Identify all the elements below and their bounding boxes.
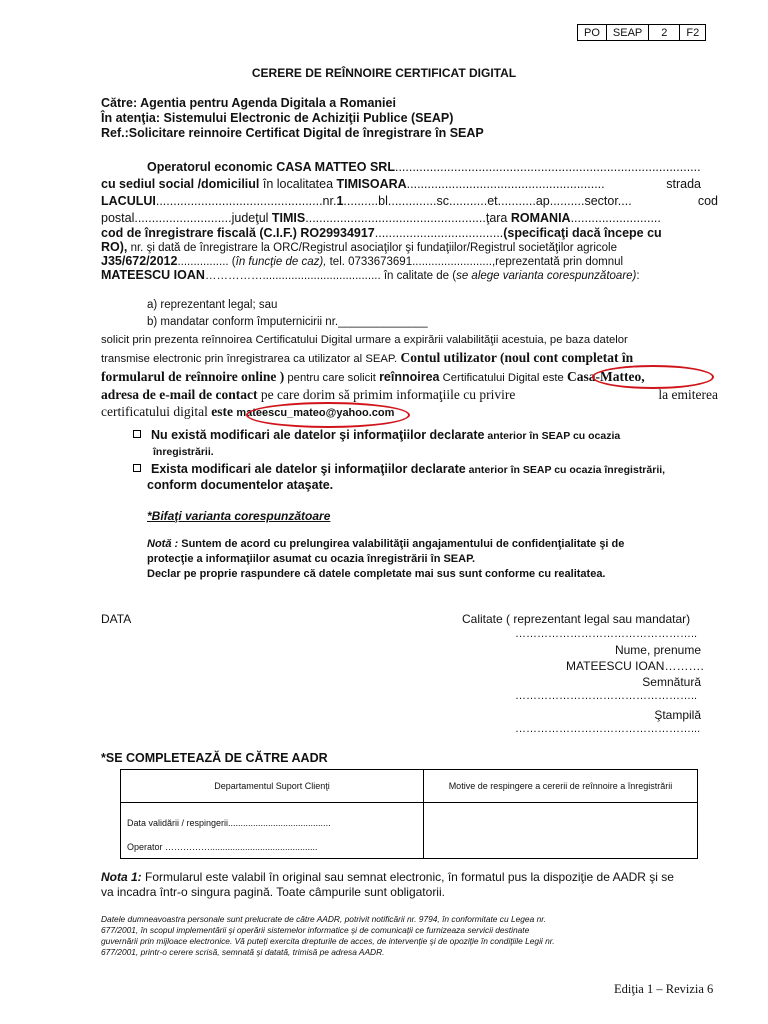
- headquarters-line: cu sediul social /domiciliul în localitatea TIMISOARA......................................................... strada: [101, 177, 701, 191]
- reference-line: Ref.:Solicitare reinnoire Certificat Digital de înregistrare în SEAP: [101, 126, 484, 140]
- signature-label: Semnătură: [642, 675, 701, 689]
- checkbox-changes-row[interactable]: Exista modificari ale datelor şi informaţiilor declarate anterior în SEAP cu ocazia înregistrării,: [133, 462, 665, 476]
- registration-number: J35/672/2012: [101, 254, 178, 268]
- reg-number-line: J35/672/2012................ (în funcţie de caz), tel. 0733673691.........................,reprezentată prin domnul: [101, 254, 624, 268]
- form-code-cell: 2: [649, 25, 680, 41]
- addressee-to: Către: Agentia pentru Agenda Digitala a Romaniei: [101, 96, 396, 110]
- aadr-heading: *SE COMPLETEAZĂ DE CĂTRE AADR: [101, 751, 328, 765]
- name-label: Nume, prenume: [614, 643, 701, 657]
- capacity-label: Calitate ( reprezentant legal sau mandatar): [462, 612, 691, 626]
- option-a: a) reprezentant legal; sau: [147, 299, 278, 311]
- number-value: 1: [336, 194, 344, 208]
- email-line: certificatului digital este mateescu_mateo@yahoo.com: [101, 404, 395, 419]
- operator-line: Operator ……………...........................................: [127, 842, 318, 852]
- date-label: DATA: [101, 612, 132, 626]
- page-title: CERERE DE REÎNNOIRE CERTIFICAT DIGITAL: [251, 66, 517, 80]
- phone-value: 0733673691: [348, 256, 413, 268]
- capacity-dots: …………………………………………..: [515, 628, 698, 640]
- stamp-label: Ştampilă: [654, 708, 701, 722]
- email-value: mateescu_mateo@yahoo.com: [236, 407, 395, 419]
- request-line: solicit prin prezenta reînnoirea Certificatului Digital urmare a expirării valabilităţii acestuia, pe baza datelor: [101, 334, 628, 346]
- validation-date-line: Data validării / respingerii.........................................: [127, 818, 331, 828]
- cif-line: cod de înregistrare fiscală (C.I.F.) RO29934917.....................................(specificaţi dacă începe cu: [101, 226, 662, 240]
- cif-value: RO29934917: [300, 226, 375, 240]
- form-code-cell: F2: [680, 25, 706, 41]
- registration-line: RO), nr. şi dată de înregistrare la ORC/Registrul asociaţilor şi fundaţiilor/Registrul societăţilor agricole: [101, 240, 617, 254]
- edition-footer: Ediţia 1 – Revizia 6: [614, 982, 714, 996]
- checkbox-icon[interactable]: [133, 430, 141, 438]
- addressee-attention: În atenţia: Sistemului Electronic de Achiziţii Publice (SEAP): [101, 111, 454, 125]
- checkbox-changes-line2: conform documentelor ataşate.: [147, 478, 334, 492]
- declaration-line: Declar pe proprie raspundere că datele completate mai sus sunt conforme cu realitatea.: [147, 568, 606, 580]
- company-name: CASA MATTEO SRL: [276, 160, 395, 174]
- city-value: TIMISOARA: [336, 177, 407, 191]
- validation-cell: [121, 803, 424, 859]
- signature-dots: …………………………………………..: [515, 690, 698, 702]
- privacy-line-1: Datele dumneavoastra personale sunt prelucrate de către AADR, potrivit notificării nr. 9794, în conformitate cu Legea nr.: [101, 914, 547, 924]
- transmission-line: transmise electronic prin înregistrarea ca utilizator al SEAP. Contul utilizator (noul cont completat în: [101, 350, 634, 365]
- email-contact-line: adresa de e-mail de contact pe care dorim să primim informaţiile cu privire la emiterea: [101, 387, 718, 402]
- agreement-note-line1: Notă : Suntem de acord cu prelungirea valabilităţii angajamentului de confidenţialitate şi de: [147, 538, 625, 550]
- email-highlight-oval: [246, 402, 410, 428]
- signer-name: MATEESCU IOAN……….: [566, 659, 704, 673]
- account-highlight-oval: [592, 365, 714, 389]
- mandate-number-blank[interactable]: ______________: [338, 316, 428, 328]
- rejection-reasons-cell[interactable]: [424, 803, 698, 859]
- support-dept-header: Departamentul Suport Clienţi: [121, 770, 424, 803]
- footnote-line1: Nota 1: Formularul este valabil în original sau semnat electronic, în formatul pus la dispoziţie de AADR şi se: [101, 870, 674, 884]
- privacy-line-3: guvernării prin mijloace electronice. Vă puteţi exercita drepturile de acces, de intervenţie şi de opoziţie în condiţiile Legii nr.: [101, 936, 555, 946]
- country-value: ROMANIA: [510, 211, 571, 225]
- representative-line: MATEESCU IOAN……………..................................... în calitate de (se alege varianta corespunzătoare):: [101, 268, 640, 282]
- footnote-line2: va incadra într-o singura pagină. Toate câmpurile sunt obligatorii.: [101, 885, 445, 899]
- form-code-cell: PO: [578, 25, 607, 41]
- form-code-table: [577, 24, 706, 41]
- rejection-reasons-header: Motive de respingere a cererii de reînnoire a înregistrării: [424, 770, 698, 803]
- stamp-dots: …………………………………………...: [515, 723, 701, 735]
- street-value: LACULUI: [101, 194, 156, 208]
- account-line: formularul de reînnoire online ) pentru care solicit reînnoirea Certificatului Digital este Casa-Matteo,: [101, 369, 645, 384]
- county-value: TIMIS: [271, 211, 306, 225]
- street-line: LACULUI................................................nr.1..........bl..............sc...........et...........ap..........sector.... cod: [101, 194, 718, 208]
- agreement-note-line2: protecţie a informaţiilor asumat cu ocazia înregistrării în SEAP.: [147, 553, 476, 565]
- form-code-cell: SEAP: [606, 25, 648, 41]
- checkbox-icon[interactable]: [133, 464, 141, 472]
- privacy-line-2: 677/2001, în scopul implementării şi operării sistemelor informatice şi de comunicaţii ce furnizeaza servicii destinate: [101, 925, 530, 935]
- economic-operator-line: Operatorul economic CASA MATTEO SRL........................................................................................: [147, 160, 701, 174]
- checkbox-no-changes-line2: înregistrării.: [153, 446, 214, 458]
- account-value: Casa-Matteo: [566, 369, 642, 384]
- aadr-table: [120, 769, 698, 859]
- checkbox-no-changes-row[interactable]: Nu există modificari ale datelor şi informaţiilor declarate anterior în SEAP cu ocazia: [133, 428, 620, 442]
- representative-name: MATEESCU IOAN: [101, 268, 205, 282]
- privacy-line-4: 677/2001, printr-o cerere scrisă, semnată şi datată, trimisă pe adresa AADR.: [101, 947, 385, 957]
- mark-option-note: *Bifaţi varianta corespunzătoare: [147, 509, 331, 523]
- county-line: postal............................judeţul TIMIS....................................................ţara ROMANIA..........................: [101, 211, 661, 225]
- option-b: b) mandatar conform împuternicirii nr.______________: [147, 316, 428, 328]
